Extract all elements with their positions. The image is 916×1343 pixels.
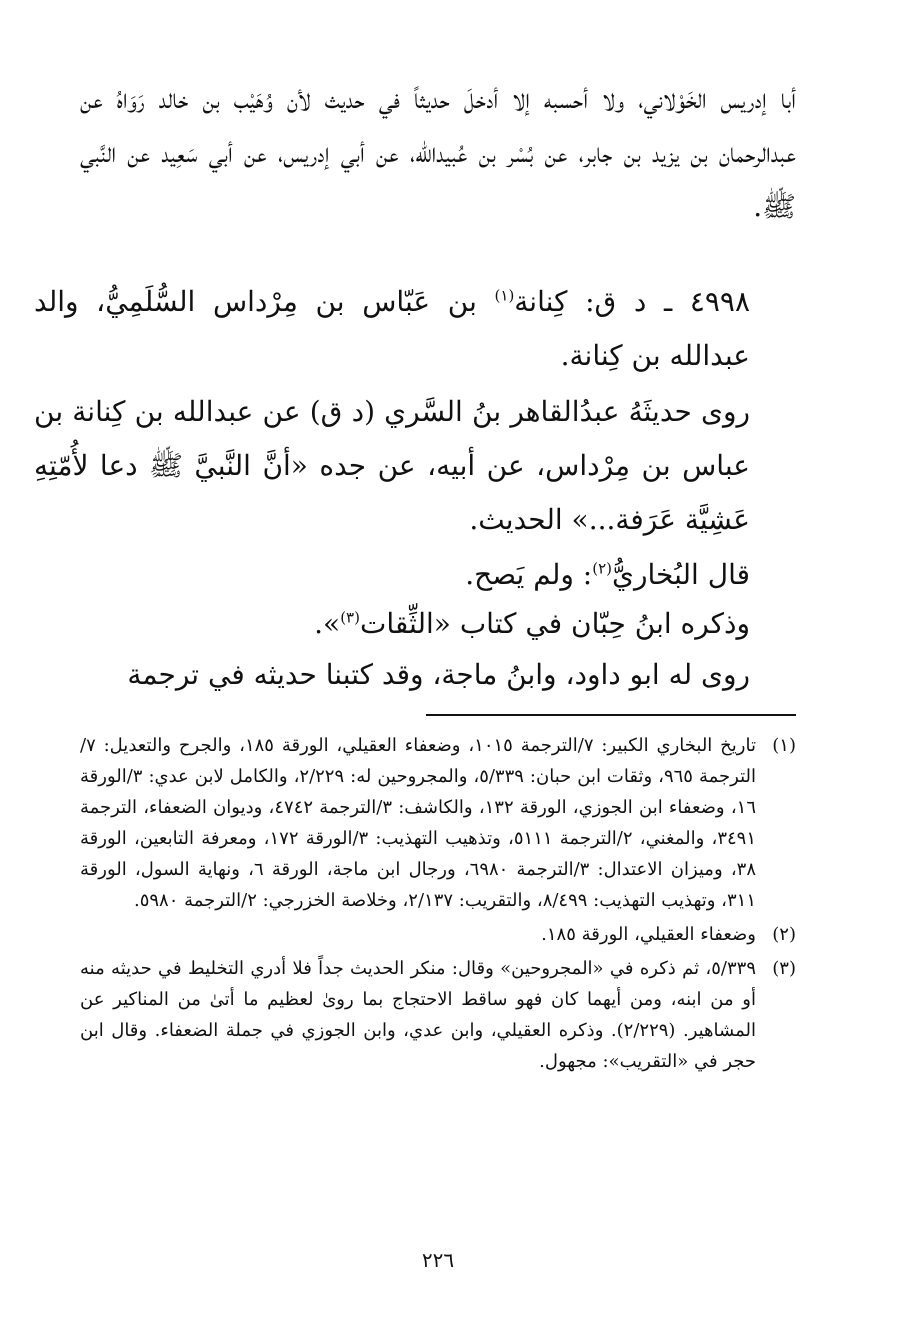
continued-paragraph: أبا إدريس الخَوْلاني، ولا أحسبه إلا أدخلَ حديثاً في حديث لأن وُهَيْب بن خالد رَوَاهُ عن عبدالرحمان بن يزيد بن جابر، عن بُسْر بن عُبيدالله، عن أبي إدريس، عن أبي سَعِيد عن النَّبي ﷺ. bbox=[80, 82, 796, 223]
narration-paragraph: روى حديثَهُ عبدُالقاهر بنُ السَّري (د ق) عن عبدالله بن كِنانة بن عباس بن مِرْداس، عن أبيه، عن جده «أنَّ النَّبيَّ ﷺ دعا لأُمّتِهِ عَشِيَّة عَرَفة...» الحديث. bbox=[34, 395, 751, 536]
footnote-text: ٥/٣٣٩، ثم ذكره في «المجروحين» وقال: منكر الحديث جداً فلا أدري التخليط في حديثه منه أو من ابنه، ومن أيهما كان فهو ساقط الاحتجاج بما روىٰ لعظيم ما أتىٰ من المناكير عن المشاهير. (٢/٢٢٩). وذكره العقيلي، وابن عدي، وابن الجوزي في جملة الضعفاء. وقال ابن حجر في «التقريب»: مجهول. bbox=[80, 958, 756, 1072]
bukhari-rest: : ولم يَصح. bbox=[465, 558, 593, 591]
narrators-paragraph: روى له ابو داود، وابنُ ماجة، وقد كتبنا حديثه في ترجمة bbox=[127, 658, 750, 691]
footnote-text: تاريخ البخاري الكبير: ٧/الترجمة ١٠١٥، وضعفاء العقيلي، الورقة ١٨٥، والجرح والتعديل: ٧/الترجمة ٩٦٥، وثقات ابن حبان: ٥/٣٣٩، والمجروحين له: ٢/٢٢٩، والكامل لابن عدي: ٣/الورقة ١٦، وضعفاء ابن الجوزي، الورقة ١٣٢، والكاشف: ٣/الترجمة ٤٧٤٢، وديوان الضعفاء، الترجمة ٣٤٩١، والمغني، ٢/الترجمة ٥١١١، وتذهيب التهذيب: ٣/الورقة ١٧٢، ومعرفة التابعين، الورقة ٣٨، وميزان الاعتدال: ٣/الترجمة ٦٩٨٠، ورجال ابن ماجة، الورقة ٦، ونهاية السول، الورقة ٣١١، وتهذيب التهذيب: ٨/٤٩٩، والتقريب: ٢/١٣٧، وخلاصة الخزرجي: ٢/الترجمة ٥٩٨٠. bbox=[80, 735, 756, 911]
hibban-rest: ». bbox=[314, 607, 341, 640]
footnote-3 bbox=[80, 953, 796, 1077]
entry-heading bbox=[34, 275, 796, 383]
footnote-number: (١) bbox=[772, 735, 796, 756]
footnote-number: (٣) bbox=[772, 958, 796, 979]
footnote-2 bbox=[80, 919, 796, 950]
page-number: ٢٢٦ bbox=[421, 1248, 455, 1272]
footnote-1 bbox=[80, 730, 796, 916]
footnote-text: وضعفاء العقيلي، الورقة ١٨٥. bbox=[541, 924, 756, 945]
entry-lineage: بن عَبّاس بن مِرْداس السُّلَمِيُّ، والد عبدالله بن كِنانة. bbox=[34, 285, 750, 372]
bukhari-statement bbox=[60, 548, 796, 602]
footnotes bbox=[80, 730, 796, 1080]
footnote-ref-3: (٣) bbox=[340, 608, 360, 627]
entry-number-and-name: ٤٩٩٨ ـ د ق: كِنانة bbox=[514, 285, 750, 318]
bukhari-prefix: قال البُخاريُّ bbox=[612, 558, 750, 591]
footnote-divider bbox=[426, 714, 796, 716]
hibban-prefix: وذكره ابنُ حِبّان في كتاب «الثِّقات bbox=[359, 607, 750, 640]
footnote-ref-2: (٢) bbox=[592, 559, 613, 578]
footnote-ref-1: (١) bbox=[494, 286, 515, 305]
document-page bbox=[34, 0, 796, 1343]
ibn-hibban-statement bbox=[60, 597, 796, 651]
footnote-number: (٢) bbox=[772, 924, 796, 945]
